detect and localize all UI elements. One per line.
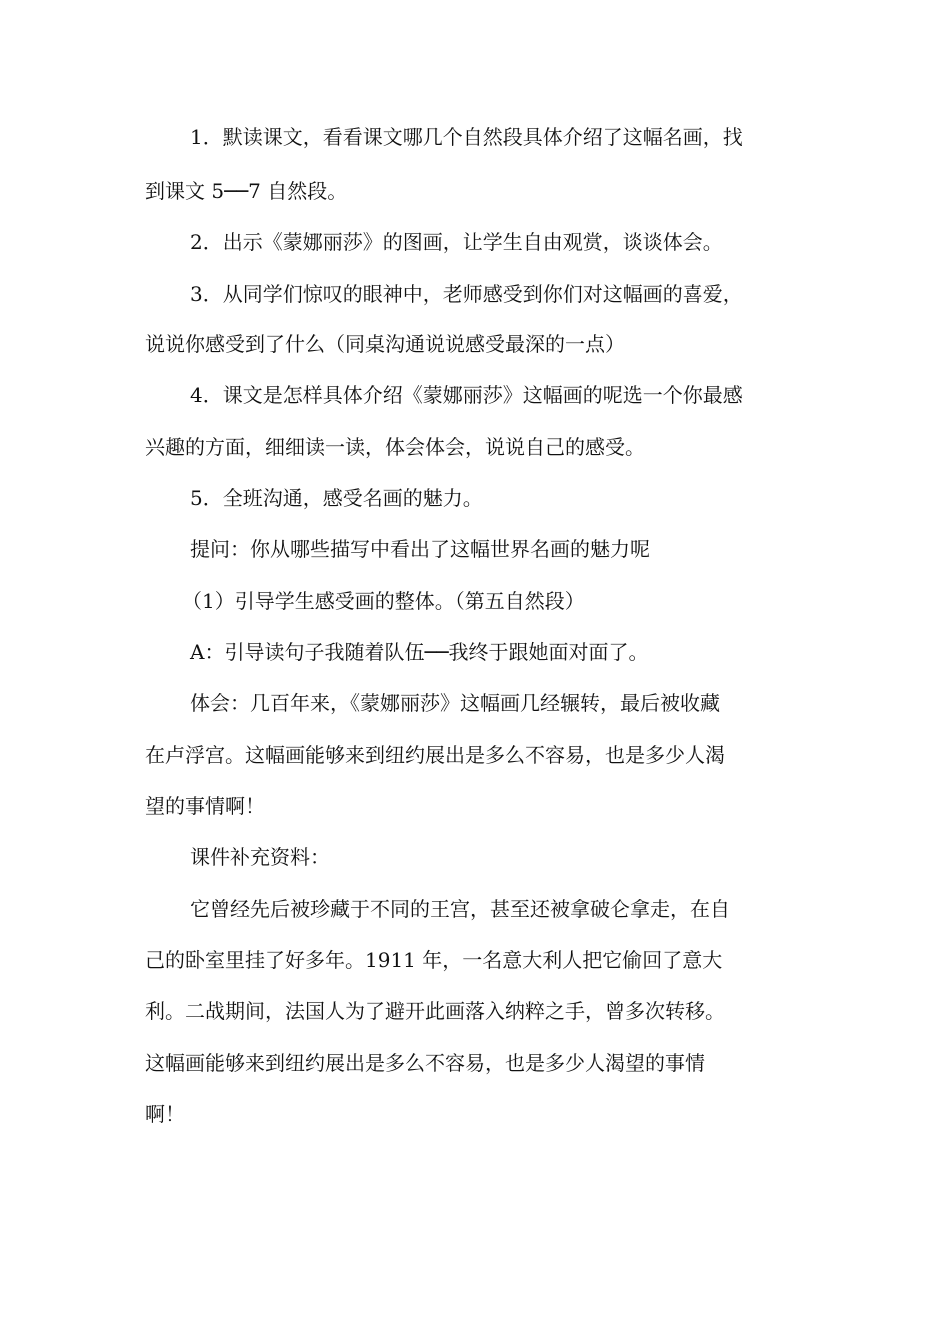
text-line: 体会：几百年来，《蒙娜丽莎》这幅画几经辗转，最后被收藏 — [190, 691, 720, 715]
text-line: 它曾经先后被珍藏于不同的王宫，甚至还被拿破仑拿走，在自 — [190, 897, 730, 921]
text-line: 在卢浮宫。这幅画能够来到纽约展出是多么不容易，也是多少人渴 — [145, 743, 725, 767]
text-line: 5．全班沟通，感受名画的魅力。 — [190, 486, 483, 510]
text-line: 3．从同学们惊叹的眼神中，老师感受到你们对这幅画的喜爱， — [190, 282, 743, 306]
text-line: 到课文 5──7 自然段。 — [145, 179, 348, 203]
text-line: （1）引导学生感受画的整体。（第五自然段） — [182, 589, 585, 613]
text-line: A：引导读句子我随着队伍──我终于跟她面对面了。 — [190, 640, 649, 664]
text-line: 课件补充资料： — [190, 845, 330, 869]
text-line: 2．出示《蒙娜丽莎》的图画，让学生自由观赏，谈谈体会。 — [190, 230, 723, 254]
text-line: 望的事情啊！ — [145, 794, 265, 818]
text-line: 说说你感受到了什么（同桌沟通说说感受最深的一点） — [145, 332, 625, 356]
text-line: 这幅画能够来到纽约展出是多么不容易，也是多少人渴望的事情 — [145, 1051, 705, 1075]
text-line: 4．课文是怎样具体介绍《蒙娜丽莎》这幅画的呢选一个你最感 — [190, 383, 743, 407]
text-line: 兴趣的方面，细细读一读，体会体会，说说自己的感受。 — [145, 435, 645, 459]
text-line: 啊！ — [145, 1102, 185, 1126]
text-line: 提问：你从哪些描写中看出了这幅世界名画的魅力呢 — [190, 537, 650, 561]
text-line: 利。二战期间，法国人为了避开此画落入纳粹之手，曾多次转移。 — [145, 999, 725, 1023]
text-line: 己的卧室里挂了好多年。1911 年，一名意大利人把它偷回了意大 — [145, 948, 723, 972]
text-line: 1．默读课文，看看课文哪几个自然段具体介绍了这幅名画，找 — [190, 125, 743, 149]
